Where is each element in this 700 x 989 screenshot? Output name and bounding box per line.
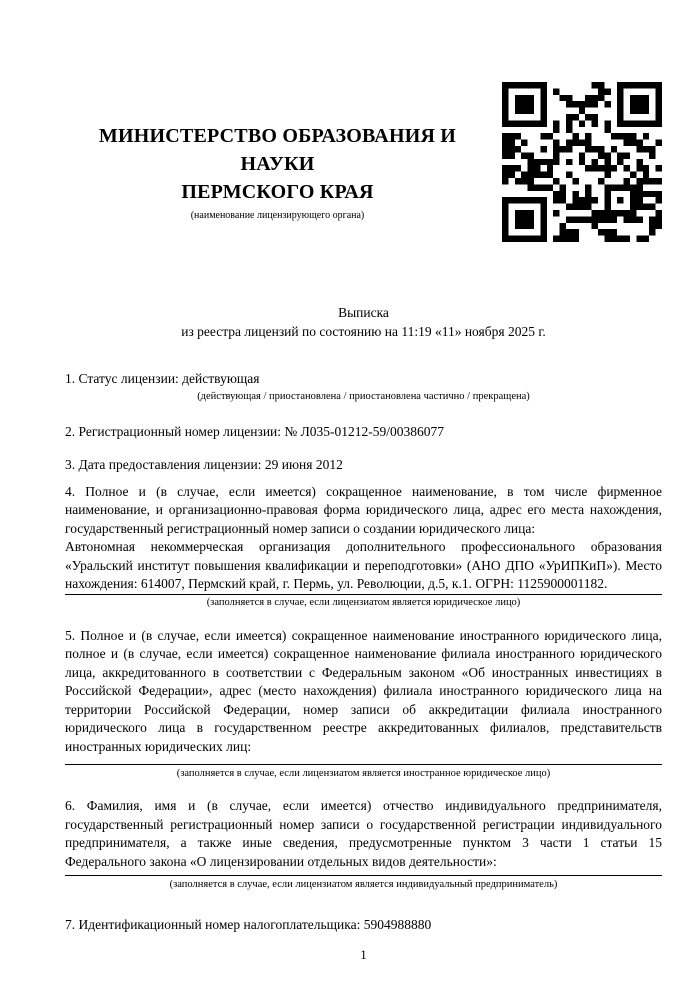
field-license-status (65, 370, 662, 404)
page-number: 1 (360, 946, 367, 962)
document-header (65, 82, 662, 242)
document-title-line1: Выписка (338, 305, 389, 320)
individual-entrepreneur-blank-line (65, 875, 662, 876)
field-legal-entity (65, 483, 662, 610)
authority-caption: (наименование лицензирующего органа) (190, 210, 365, 221)
license-grant-date-text: 3. Дата предоставления лицензии: 29 июня 2012 (65, 457, 343, 472)
document-title-line2: из реестра лицензий по состоянию на 11:19 «11» ноября 2025 г. (181, 324, 546, 339)
field-registration-number (65, 423, 662, 442)
qr-code-image (502, 82, 662, 242)
foreign-entity-requirement-text: 5. Полное и (в случае, если имеется) сокращенное наименование иностранного юридического лица, полное и (в случае, если имеется) сокращенное наименование филиала иностранного юридического лица, аккредитованного в соответствии с Федеральным законом «Об иностранных инвестициях в Российской Федерации», адрес (место нахождения) филиала иностранного юридического лица на территории Российской Федерации, номер записи об аккредитации филиала иностранного юридического лица в государственном реестре аккредитованных филиалов, представительств иностранных юридических лиц: (65, 627, 662, 754)
license-status-text: 1. Статус лицензии: действующая (65, 371, 260, 386)
authority-name-line1: МИНИСТЕРСТВО ОБРАЗОВАНИЯ И НАУКИ (98, 125, 457, 175)
field-individual-entrepreneur (65, 797, 662, 892)
foreign-entity-blank-line (65, 764, 662, 765)
registration-number-text: 2. Регистрационный номер лицензии: № Л035-01212-59/00386077 (65, 423, 445, 439)
field-foreign-entity (65, 627, 662, 782)
authority-name-line2: ПЕРМСКОГО КРАЯ (181, 181, 374, 203)
licensing-authority (65, 82, 502, 242)
taxpayer-id-text: 7. Идентификационный номер налогоплательщика: 5904988880 (65, 917, 432, 932)
individual-entrepreneur-requirement-text: 6. Фамилия, имя и (в случае, если имеется) отчество индивидуального предпринимателя, государственный регистрационный номер записи о государственной регистрации индивидуального предпринимателя, а также иные сведения, предусмотренные пунктом 3 части 1 статьи 15 Федерального закона «О лицензировании отдельных видов деятельности»: (65, 798, 662, 869)
foreign-entity-caption: (заполняется в случае, если лицензиатом является иностранное юридическое лицо) (176, 768, 551, 779)
legal-entity-value: Автономная некоммерческая организация дополнительного профессионального образования «Уральский институт повышения квалификации и переподготовки» (АНО ДПО «УрИПКиП»). Место нахождения: 614007, Пермский край, г. Пермь, ул. Революции, д.5, к.1. ОГРН: 1125900001182. (65, 538, 662, 595)
legal-entity-requirement-text: 4. Полное и (в случае, если имеется) сокращенное наименование, в том числе фирменное наименование, и организационно-правовая форма юридического лица, адрес его места нахождения, государственный регистрационный номер записи о создании юридического лица: (65, 483, 662, 536)
individual-entrepreneur-caption: (заполняется в случае, если лицензиатом является индивидуальный предприниматель) (169, 879, 558, 890)
document-title (65, 303, 662, 341)
field-taxpayer-id (65, 916, 662, 935)
license-status-caption: (действующая / приостановлена / приостановлена частично / прекращена) (197, 390, 530, 402)
qr-code (502, 82, 662, 242)
field-license-grant-date (65, 456, 662, 475)
legal-entity-caption: (заполняется в случае, если лицензиатом является юридическое лицо) (206, 596, 521, 608)
